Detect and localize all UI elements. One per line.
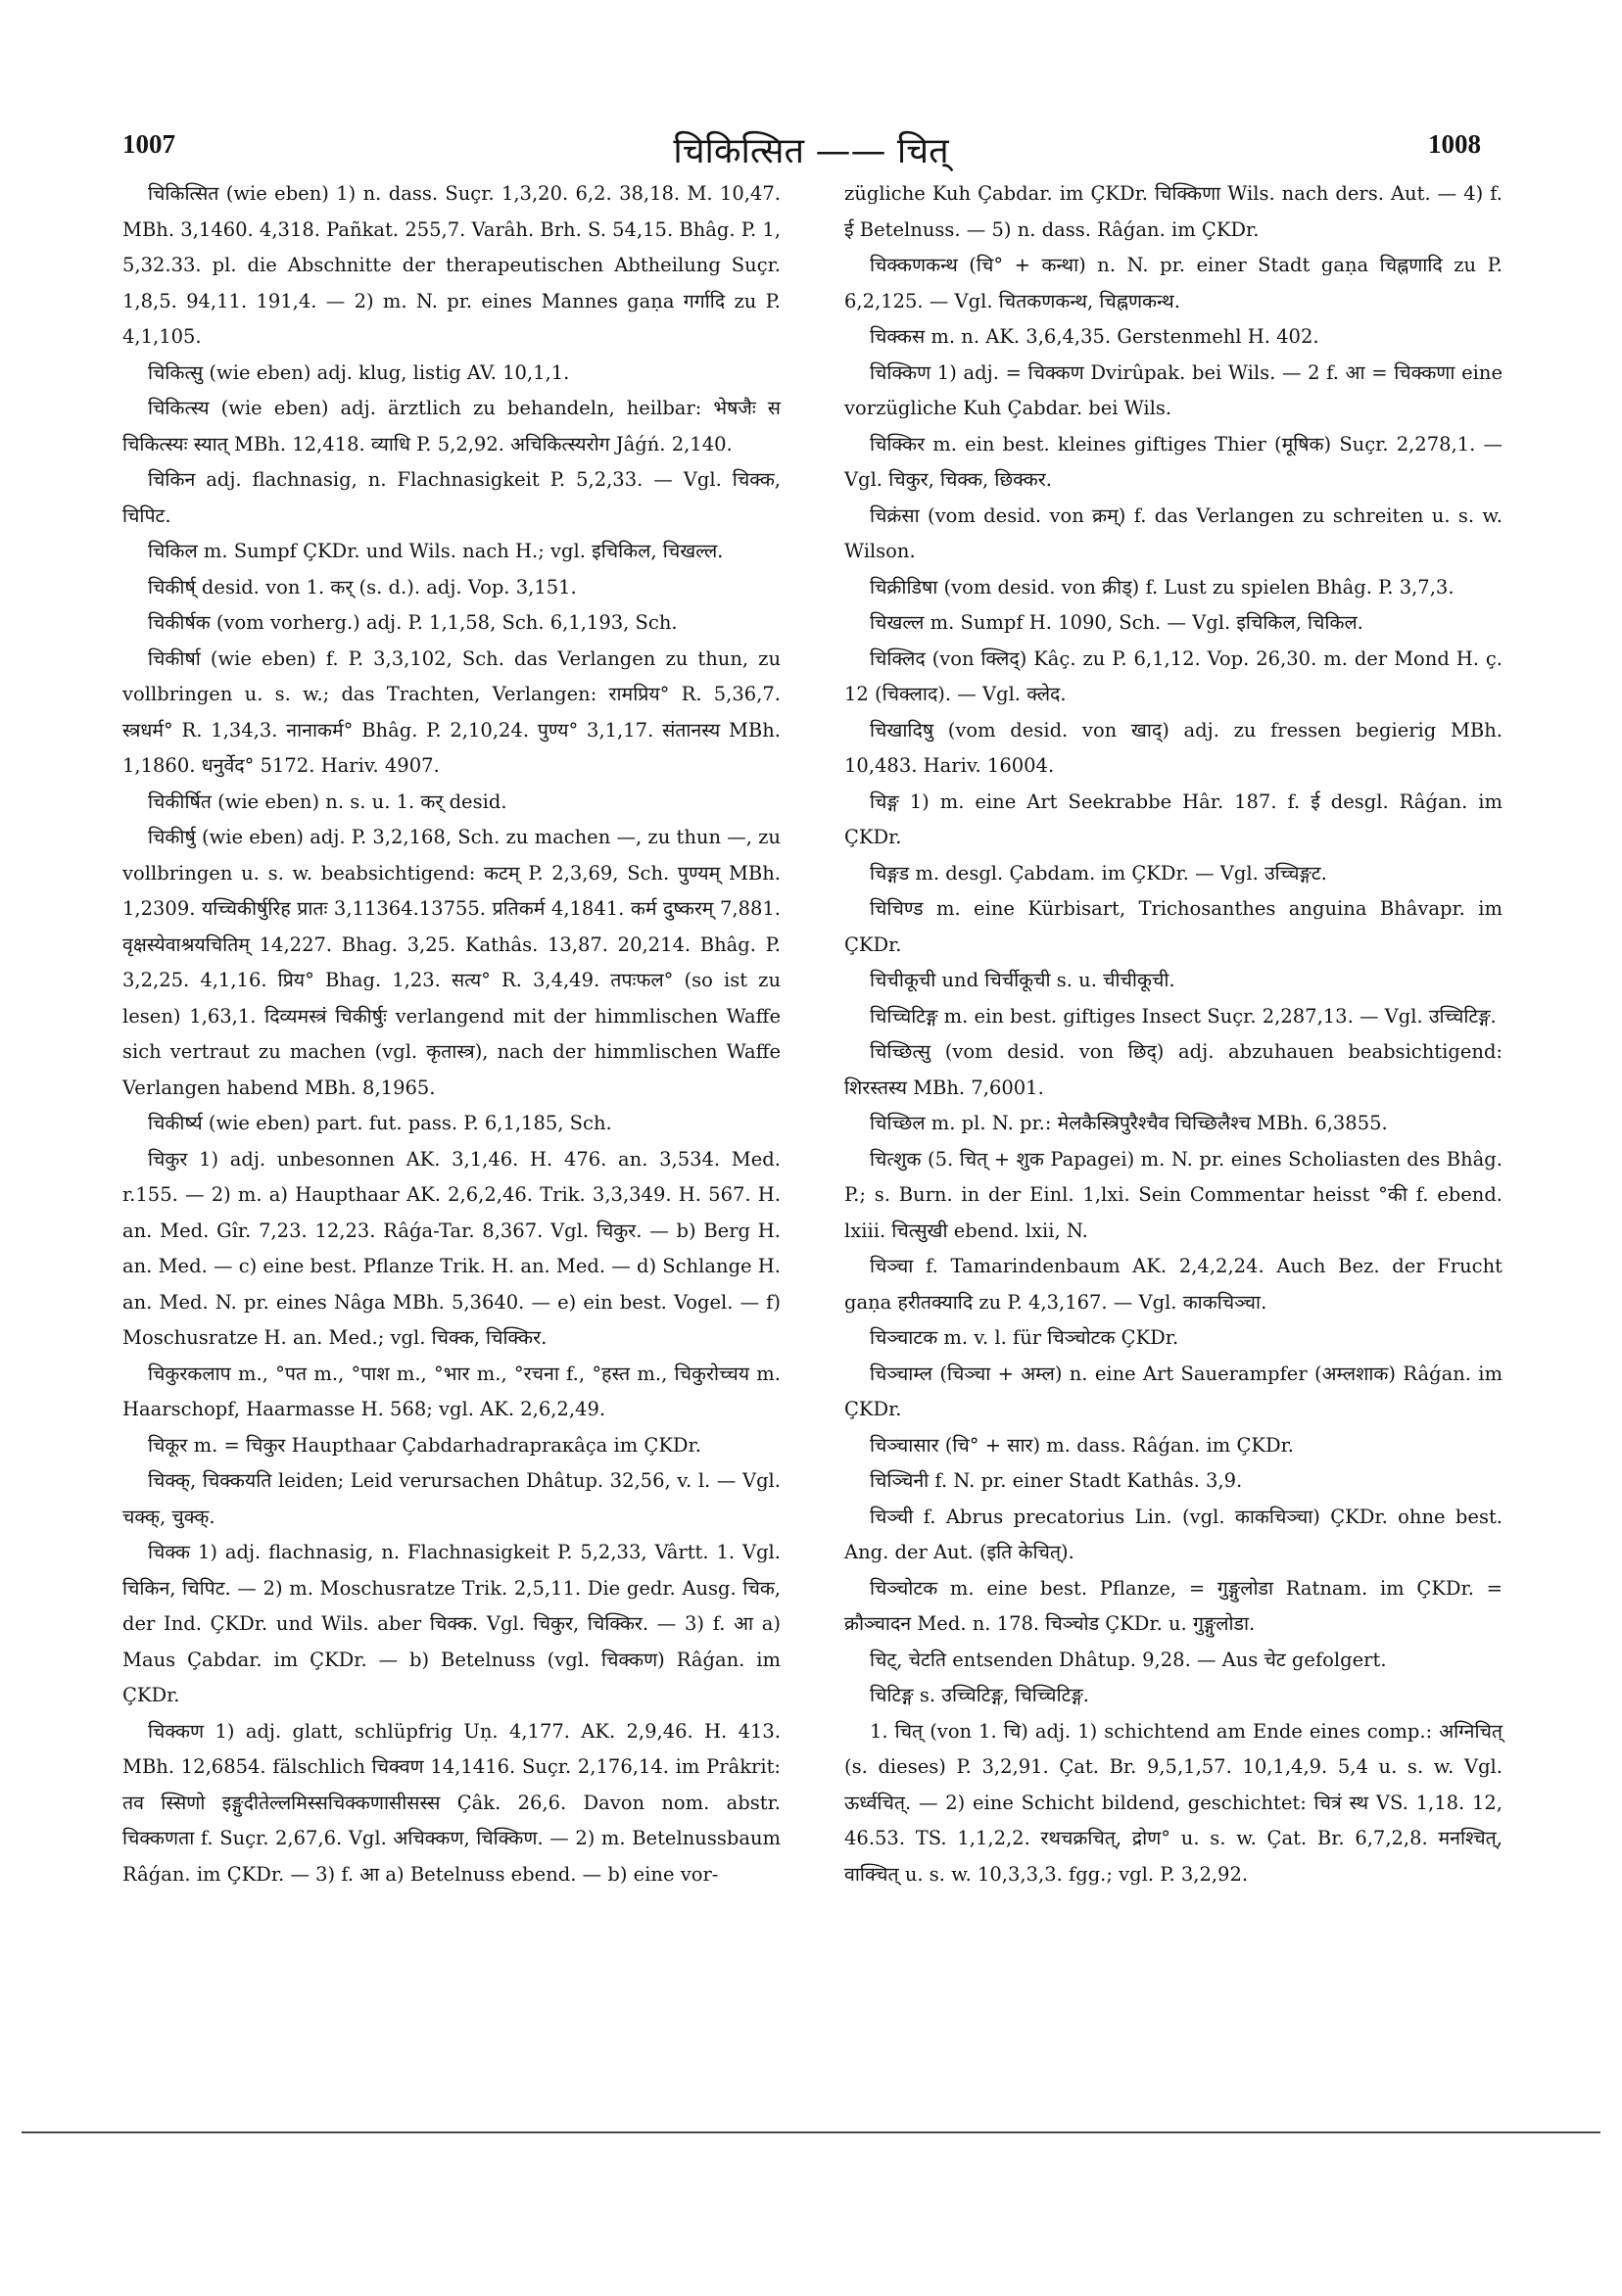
dictionary-entry: चिकीर्ष्य (wie eben) part. fut. pass. P. 6,1,185, Sch.: [148, 1112, 612, 1134]
dictionary-entry: चिच्चिटिङ्ग m. ein best. giftiges Insect Suçr. 2,287,13. — Vgl. उच्चिटिङ्ग.: [870, 1004, 1497, 1028]
dictionary-entry: चिकूर m. = चिकुर Haupthaar Çabdarhadrapraκâça im ÇKDr.: [148, 1433, 701, 1457]
dictionary-entry: चिकित्सु (wie eben) adj. klug, listig AV. 10,1,1.: [148, 360, 570, 384]
dictionary-entry: चिञ्चासार (चि° + सार) m. dass. Râǵan. im ÇKDr.: [870, 1433, 1294, 1457]
dictionary-entry: चिचिण्ड m. eine Kürbisart, Trichosanthes anguina Bhâvapr. im ÇKDr.: [844, 897, 1503, 956]
running-head: चिकित्सित —— चित्: [673, 131, 949, 171]
left-page-number: 1007: [122, 129, 175, 159]
dictionary-entry: चिक्लिद (von क्लिद्) Kâç. zu P. 6,1,12. Vop. 26,30. m. der Mond H. ç. 12 (चिक्लाद). — Vgl. क्लेद.: [844, 646, 1503, 705]
dictionary-entry: चिक्किर m. ein best. kleines giftiges Thier (मूषिक) Suçr. 2,278,1. — Vgl. चिकुर, चिक्क, छिक्कर.: [844, 432, 1503, 491]
dictionary-entry: चिक्कस m. n. AK. 3,6,4,35. Gerstenmehl H. 402.: [870, 325, 1319, 348]
dictionary-entry: चिञ्चोटक m. eine best. Pflanze, = गुङ्गुलोडा Ratnam. im ÇKDr. = क्रौञ्चादन Med. n. 178. चिञ्चोड ÇKDr. u. गुङ्गुलोडा.: [844, 1576, 1503, 1635]
dictionary-entry: चिञ्चाम्ल (चिञ्चा + अम्ल) n. eine Art Sauerampfer (अम्लशाक) Râǵan. im ÇKDr.: [844, 1362, 1503, 1420]
dictionary-entry: 1. चित् (von 1. चि) adj. 1) schichtend am Ende eines comp.: अग्निचित् (s. dieses) P. 3,2,91. Çat. Br. 9,5,1,57. 10,1,4,9. 5,4 u. s. w. Vgl. ऊर्ध्वचित्. — 2) eine Schicht bildend, geschichtet: चित्रं स्थ VS. 1,18. 12, 46.53. TS. 1,1,2,2. रथचक्रचित्, द्रोण° u. s. w. Çat. Br. 6,7,2,8. मनश्चित्, वाक्चित् u. s. w. 10,3,3,3. fgg.; vgl. P. 3,2,92.: [844, 1719, 1503, 1886]
dictionary-entry: चिचीकूची und चिर्चीकूची s. u. चीचीकूची.: [870, 969, 1175, 991]
dictionary-entry: चिकित्सित (wie eben) 1) n. dass. Suçr. 1,3,20. 6,2. 38,18. M. 10,47. MBh. 3,1460. 4,318. Pañkat. 255,7. Varâh. Brh. S. 54,15. Bhâg. P. 1, 5,32.33. pl. die Abschnitte der therapeutischen Abtheilung Suçr. 1,8,5. 94,11. 191,4. — 2) m. N. pr. eines Mannes gaṇa गर्गादि zu P. 4,1,105.: [122, 182, 781, 348]
dictionary-entry: चिकिन adj. flachnasig, n. Flachnasigkeit P. 5,2,33. — Vgl. चिक्क, चिपिट.: [122, 468, 781, 527]
dictionary-entry: चिच्छित्सु (vom desid. von छिद्) adj. abzuhauen beabsichtigend: शिरस्तस्य MBh. 7,6001.: [844, 1040, 1503, 1099]
dictionary-entry: चिकीर्षु (wie eben) adj. P. 3,2,168, Sch. zu machen —, zu thun —, zu vollbringen u. s. w. beabsichtigend: कटम् P. 2,3,69, Sch. पुण्यम् MBh. 1,2309. यच्चिकीर्षुरिह प्रातः 3,11364.13755. प्रतिकर्म 4,1841. कर्म दुष्करम् 7,881. वृक्षस्येवाश्रयचितिम् 14,227. Bhag. 3,25. Kathâs. 13,87. 20,214. Bhâg. P. 3,2,25. 4,1,16. प्रिय° Bhag. 1,23. सत्य° R. 3,4,49. तपःफल° (so ist zu lesen) 1,63,1. दिव्यमस्त्रं चिकीर्षुः verlangend mit der himmlischen Waffe sich vertraut zu machen (vgl. कृतास्त्र), nach der himmlischen Waffe Verlangen habend MBh. 8,1965.: [122, 826, 781, 1099]
dictionary-entry: चिञ्चा f. Tamarindenbaum AK. 2,4,2,24. Auch Bez. der Frucht gaṇa हरीतक्यादि zu P. 4,3,167. — Vgl. काकचिञ्चा.: [844, 1255, 1503, 1314]
left-column: [122, 176, 781, 1892]
dictionary-entry: चिक्क्, चिक्कयति leiden; Leid verursachen Dhâtup. 32,56, v. l. — Vgl. चक्क्, चुक्क्.: [122, 1469, 781, 1528]
dictionary-entry: चिकित्स्य (wie eben) adj. ärztlich zu behandeln, heilbar: भेषजैः स चिकित्स्यः स्यात् MBh. 12,418. व्याधि P. 5,2,92. अचिकित्स्यरोग Jâǵń. 2,140.: [122, 397, 781, 455]
dictionary-entry: चिञ्ची f. Abrus precatorius Lin. (vgl. काकचिञ्चा) ÇKDr. ohne best. Ang. der Aut. (इति केचित्).: [844, 1505, 1503, 1563]
dictionary-entry: चिकीर्ष् desid. von 1. कर् (s. d.). adj. Vop. 3,151.: [148, 575, 577, 598]
dictionary-entry: चिखल्ल m. Sumpf H. 1090, Sch. — Vgl. इचिकिल, चिकिल.: [870, 611, 1363, 634]
dictionary-entry: चिकीर्षा (wie eben) f. P. 3,3,102, Sch. das Verlangen zu thun, zu vollbringen u. s. w.; das Trachten, Verlangen: रामप्रिय° R. 5,36,7. स्त्रधर्म° R. 1,34,3. नानाकर्म° Bhâg. P. 2,10,24. पुण्य° 3,1,17. संतानस्य MBh. 1,1860. धनुर्वेद° 5172. Hariv. 4907.: [122, 646, 781, 777]
dictionary-entry: zügliche Kuh Çabdar. im ÇKDr. चिक्किणा Wils. nach ders. Aut. — 4) f. ई Betelnuss. — 5) n. dass. Râǵan. im ÇKDr.: [844, 182, 1503, 241]
dictionary-entry: चिच्छिल m. pl. N. pr.: मेलकैस्त्रिपुरैश्चैव चिच्छिलैश्च MBh. 6,3855.: [870, 1112, 1388, 1134]
dictionary-entry: चिक्किण 1) adj. = चिक्कण Dvirûpak. bei Wils. — 2 f. आ = चिक्कणा eine vorzügliche Kuh Çabdar. bei Wils.: [844, 360, 1503, 419]
dictionary-entry: चिट्, चेटति entsenden Dhâtup. 9,28. — Aus चेट gefolgert.: [870, 1648, 1387, 1671]
dictionary-entry: चिक्कणकन्थ (चि° + कन्था) n. N. pr. einer Stadt gaṇa चिह्नणादि zu P. 6,2,125. — Vgl. चितकणकन्थ, चिह्नणकन्थ.: [844, 254, 1503, 312]
dictionary-entry: चिकुरकलाप m., °पत m., °पाश m., °भार m., °रचना f., °हस्त m., चिकुरोच्चय m. Haarschopf, Haarmasse H. 568; vgl. AK. 2,6,2,49.: [122, 1362, 781, 1420]
dictionary-entry: चिञ्चिनी f. N. pr. einer Stadt Kathâs. 3,9.: [870, 1469, 1243, 1492]
dictionary-entry: चिङ्गड m. desgl. Çabdam. im ÇKDr. — Vgl. उच्चिङ्गट.: [870, 861, 1327, 885]
dictionary-entry: चिञ्चाटक m. v. l. für चिञ्चोटक ÇKDr.: [870, 1326, 1179, 1349]
dictionary-entry: चिखादिषु (vom desid. von खाद्) adj. zu fressen begierig MBh. 10,483. Hariv. 16004.: [844, 718, 1503, 777]
dictionary-entry: चित्शुक (5. चित् + शुक Papagei) m. N. pr. eines Scholiasten des Bhâg. P.; s. Burn. in der Einl. 1,lxi. Sein Commentar heisst °की f. ebend. lxiii. चित्सुखी ebend. lxii, N.: [844, 1147, 1503, 1242]
right-page-number: 1008: [1428, 129, 1481, 159]
dictionary-entry: चिकीर्षित (wie eben) n. s. u. 1. कर् desid.: [148, 789, 507, 813]
dictionary-entry: चिक्क 1) adj. flachnasig, n. Flachnasigkeit P. 5,2,33, Vârtt. 1. Vgl. चिकिन, चिपिट. — 2) m. Moschusratze Trik. 2,5,11. Die gedr. Ausg. चिक, der Ind. ÇKDr. und Wils. aber चिक्क. Vgl. चिकुर, चिक्किर. — 3) f. आ a) Maus Çabdar. im ÇKDr. — b) Betelnuss (vgl. चिक्कण) Râǵan. im ÇKDr.: [122, 1541, 781, 1706]
dictionary-entry: चिक्कण 1) adj. glatt, schlüpfrig Uṇ. 4,177. AK. 2,9,46. H. 413. MBh. 12,6854. fälschlich चिक्वण 14,1416. Suçr. 2,176,14. im Prâkrit: तव स्सिणो इङ्गुदीतेल्लमिस्सचिक्कणासीसस्स Çâk. 26,6. Davon nom. abstr. चिक्कणता f. Suçr. 2,67,6. Vgl. अचिक्कण, चिक्किण. — 2) m. Betelnussbaum Râǵan. im ÇKDr. — 3) f. आ a) Betelnuss ebend. — b) eine vor-: [122, 1719, 781, 1886]
dictionary-entry: चिकिल m. Sumpf ÇKDr. und Wils. nach H.; vgl. इचिकिल, चिखल्ल.: [148, 540, 724, 562]
dictionary-entry: चिक्रीडिषा (vom desid. von क्रीड्) f. Lust zu spielen Bhâg. P. 3,7,3.: [870, 575, 1455, 598]
dictionary-entry: चिक्रंसा (vom desid. von क्रम्) f. das Verlangen zu schreiten u. s. w. Wilson.: [844, 503, 1503, 562]
dictionary-entry: चिकीर्षक (vom vorherg.) adj. P. 1,1,58, Sch. 6,1,193, Sch.: [148, 611, 678, 634]
dictionary-entry: चिटिङ्ग s. उच्चिटिङ्ग, चिच्चिटिङ्ग.: [870, 1684, 1089, 1706]
right-column: [844, 176, 1503, 1892]
bottom-rule: [22, 2131, 1600, 2133]
dictionary-entry: चिकुर 1) adj. unbesonnen AK. 3,1,46. H. 476. an. 3,534. Med. r.155. — 2) m. a) Haupthaar AK. 2,6,2,46. Trik. 3,3,349. H. 567. H. an. Med. Gîr. 7,23. 12,23. Râǵa-Tar. 8,367. Vgl. चिकुर. — b) Berg H. an. Med. — c) eine best. Pflanze Trik. H. an. Med. — d) Schlange H. an. Med. N. pr. eines Nâga MBh. 5,3640. — e) ein best. Vogel. — f) Moschusratze H. an. Med.; vgl. चिक्क, चिक्किर.: [122, 1147, 781, 1349]
dictionary-entry: चिङ्ग 1) m. eine Art Seekrabbe Hâr. 187. f. ई desgl. Râǵan. im ÇKDr.: [844, 789, 1503, 848]
